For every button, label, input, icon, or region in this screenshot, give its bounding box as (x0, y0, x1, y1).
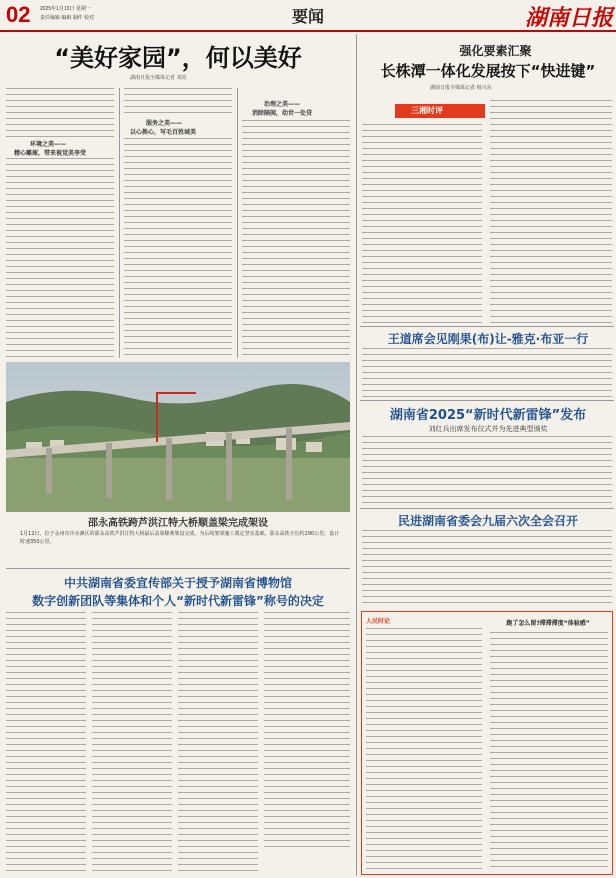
commentary-badge: 三湘时评 (395, 104, 485, 118)
section-rule (360, 326, 614, 327)
main-article-title: “美好家园”，何以美好 (54, 44, 302, 72)
section-rule (6, 568, 350, 569)
story-title-line1: 中共湖南省委宣传部关于授予湖南省博物馆 (63, 576, 292, 590)
body-text (124, 138, 232, 358)
headline-subtitle: 刘红兵出席发布仪式并为先进典型颁奖 (428, 425, 548, 433)
headline-wang-daoxi: 王道席会见刚果(布)让-雅克·布亚一行 (387, 332, 589, 346)
photo-caption: 1月12日，位于永州市冷水滩区的邵永高铁芦洪江特大桥最后盖梁顺利架设完成，为后续架梁施工奠定坚实基础。邵永高铁全长约190公里，设计时速350公里。 (20, 531, 340, 545)
body-text (362, 530, 612, 606)
box-tag: 人民时论 (366, 618, 391, 625)
body-text (124, 88, 232, 118)
headline-new-era-leifeng: 湖南省2025“新时代新雷锋”发布 (389, 408, 587, 423)
body-text (490, 632, 608, 870)
story-title-line2: 数字创新团队等集体和个人“新时代新雷锋”称号的决定 (32, 594, 324, 608)
subhead: 以心换心，写毛百姓城美 (130, 129, 197, 136)
body-text (6, 88, 114, 138)
body-text (362, 348, 612, 398)
body-text (178, 612, 258, 874)
editor-line: 责任编辑 编辑 制作 校对 (40, 15, 95, 21)
section-rule (360, 400, 614, 401)
article-source: 湖南日报全媒体记者 杨兴东 (430, 85, 492, 91)
body-text (366, 628, 482, 870)
issue-date: 2025年1月13日 星期一 (40, 6, 91, 12)
subhead: 环境之美—— (30, 141, 67, 148)
box-title: 跑了怎么留?滞滞滞度“体验感” (506, 620, 590, 627)
body-text (362, 124, 482, 324)
article-kicker: 强化要素汇聚 (459, 44, 532, 58)
body-text (6, 612, 86, 874)
column-rule (119, 88, 120, 358)
bridge-photo (6, 362, 350, 512)
photo-caption-title: 邵永高铁跨芦洪江特大桥顺盖梁完成架设 (88, 518, 268, 529)
main-article-source: 湖南日报全媒体记者 刘亮 (130, 75, 187, 81)
column-rule (237, 88, 238, 358)
body-text (242, 120, 350, 358)
article-title-changzhutan: 长株潭一体化发展按下“快进键” (380, 62, 596, 80)
subhead: 消除隔阂，幼世一处贷 (252, 110, 313, 117)
section-name: 要闻 (291, 7, 324, 26)
page-divider (356, 34, 357, 876)
headline-minjin: 民进湖南省委会九届六次全会召开 (397, 514, 578, 528)
body-text (490, 100, 612, 324)
subhead: 精心雕琢，带来視觉美享受 (14, 150, 87, 157)
section-rule (360, 508, 614, 509)
body-text (6, 158, 114, 358)
body-text (92, 612, 172, 874)
body-text (362, 436, 612, 506)
newspaper-logo: 湖南日报 (525, 5, 614, 31)
page-number: 02 (6, 2, 31, 27)
subhead: 服务之美—— (146, 120, 183, 127)
body-text (264, 612, 350, 852)
subhead: 治理之美—— (264, 101, 301, 108)
